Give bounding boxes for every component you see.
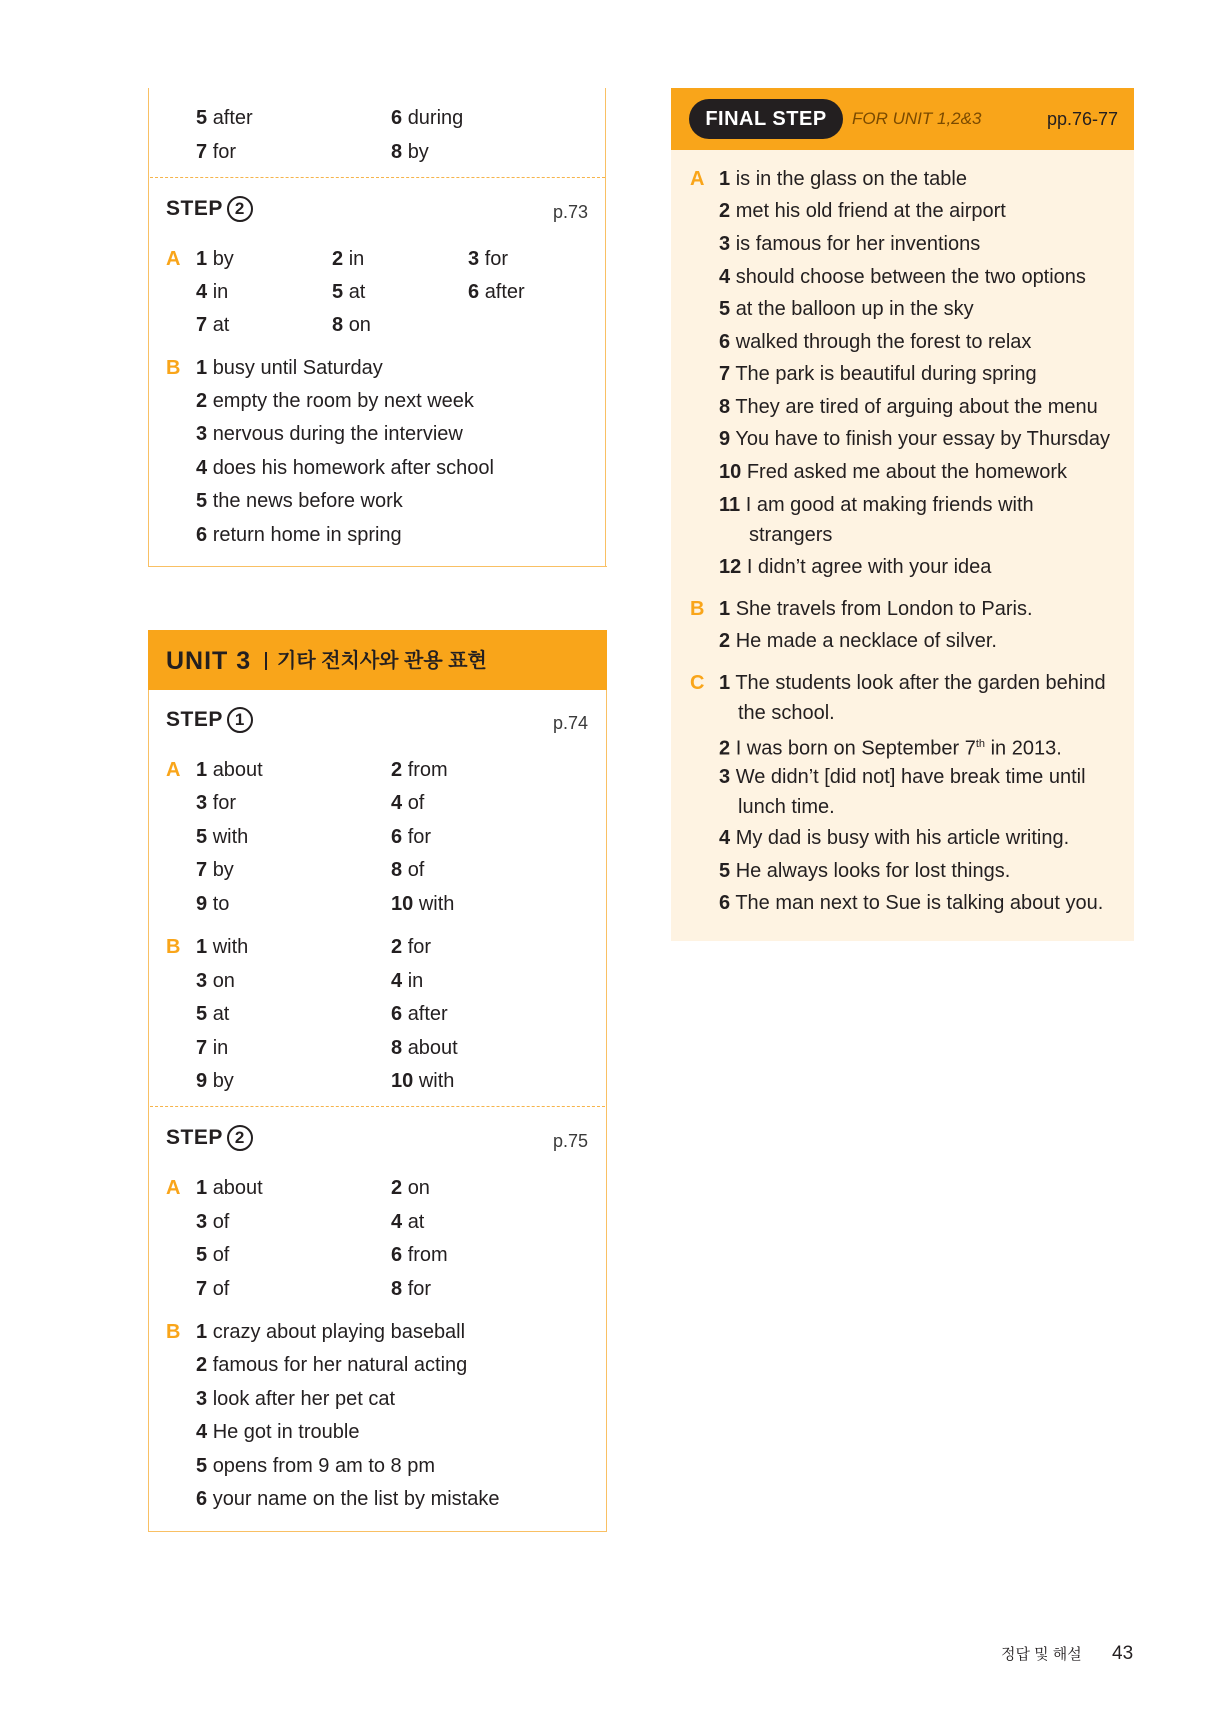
answer-item: 6 from <box>391 1244 448 1266</box>
answer-item: 6 return home in spring <box>196 524 402 546</box>
answer-item: 7 for <box>196 141 237 163</box>
answer-item-continuation: the school. <box>738 702 835 724</box>
answer-item: 4 should choose between the two options <box>719 266 1086 288</box>
answer-item: 1 The students look after the garden behind <box>719 672 1106 694</box>
answer-item: 9 to <box>196 893 230 915</box>
answer-item: 4 in <box>196 281 229 303</box>
section-letter-a: A <box>166 248 181 270</box>
answer-item: 10 with <box>391 893 455 915</box>
answer-item: 5 He always looks for lost things. <box>719 860 1011 882</box>
final-step-for-unit: FOR UNIT 1,2&3 <box>852 109 982 128</box>
top-box-left-border <box>148 88 149 566</box>
page-number: 43 <box>1112 1643 1134 1664</box>
answer-item: 6 your name on the list by mistake <box>196 1488 500 1510</box>
answer-item: 7 The park is beautiful during spring <box>719 363 1037 385</box>
answer-item: 2 from <box>391 759 448 781</box>
answer-item: 4 He got in trouble <box>196 1421 360 1443</box>
page-reference: p.74 <box>553 713 589 733</box>
answer-item: 1 busy until Saturday <box>196 357 383 379</box>
answer-item: 5 opens from 9 am to 8 pm <box>196 1455 436 1477</box>
answer-item: 2 He made a necklace of silver. <box>719 630 997 652</box>
section-divider <box>150 1106 605 1107</box>
answer-item: 8 They are tired of arguing about the menu <box>719 396 1098 418</box>
answer-item: 3 of <box>196 1211 230 1233</box>
answer-item: 8 by <box>391 141 429 163</box>
answer-item: 5 at <box>332 281 366 303</box>
answer-item: 2 famous for her natural acting <box>196 1354 468 1376</box>
answer-item: 10 with <box>391 1070 455 1092</box>
answer-item: 2 in <box>332 248 365 270</box>
section-letter-b: B <box>166 1321 181 1343</box>
answer-item: 2 empty the room by next week <box>196 390 474 412</box>
answer-item: 1 by <box>196 248 234 270</box>
page-reference: p.73 <box>553 202 589 222</box>
answer-item: 2 for <box>391 936 432 958</box>
page-reference: pp.76-77 <box>1047 109 1119 129</box>
answer-item: 11 I am good at making friends with <box>719 494 1034 516</box>
header-separator <box>265 652 267 670</box>
answer-item: 5 the news before work <box>196 490 403 512</box>
answer-item: 10 Fred asked me about the homework <box>719 461 1067 483</box>
section-divider <box>150 177 605 178</box>
answer-item: 1 with <box>196 936 249 958</box>
page-reference: p.75 <box>553 1131 589 1151</box>
answer-item: 3 look after her pet cat <box>196 1388 396 1410</box>
step-2-heading: STEP 2 <box>166 196 253 222</box>
section-letter-b: B <box>166 936 181 958</box>
section-letter-b: B <box>166 357 181 379</box>
unit3-title: UNIT 3 <box>166 647 252 675</box>
answer-item: 6 after <box>468 281 525 303</box>
answer-item: 6 walked through the forest to relax <box>719 331 1032 353</box>
answer-item: 5 at <box>196 1003 230 1025</box>
answer-item: 7 by <box>196 859 234 881</box>
answer-item: 3 for <box>196 792 237 814</box>
final-step-header <box>671 88 1134 150</box>
step-2-heading: STEP 2 <box>166 1125 253 1151</box>
answer-item: 4 at <box>391 1211 425 1233</box>
answer-item: 12 I didn’t agree with your idea <box>719 556 992 578</box>
answer-item: 2 I was born on September 7th in 2013. <box>719 737 1062 760</box>
answer-item-continuation: lunch time. <box>738 796 835 818</box>
answer-item: 5 of <box>196 1244 230 1266</box>
section-letter-a: A <box>166 759 181 781</box>
answer-item: 1 She travels from London to Paris. <box>719 598 1033 620</box>
top-box-bottom-border <box>148 566 607 567</box>
answer-item: 6 after <box>391 1003 448 1025</box>
answer-item: 1 about <box>196 1177 263 1199</box>
final-step-badge-label: FINAL STEP <box>705 108 827 130</box>
answer-item: 3 is famous for her inventions <box>719 233 981 255</box>
answer-item: 4 in <box>391 970 424 992</box>
answer-item: 7 at <box>196 314 230 336</box>
answer-item: 6 during <box>391 107 464 129</box>
answer-item: 8 on <box>332 314 371 336</box>
answer-item: 7 of <box>196 1278 230 1300</box>
answer-item: 1 about <box>196 759 263 781</box>
answer-item: 5 with <box>196 826 249 848</box>
answer-item: 6 for <box>391 826 432 848</box>
step-1-heading: STEP 1 <box>166 707 253 733</box>
answer-item: 3 on <box>196 970 235 992</box>
answer-item: 9 You have to finish your essay by Thursday <box>719 428 1110 450</box>
section-letter-c: C <box>690 672 705 694</box>
answer-item: 4 does his homework after school <box>196 457 494 479</box>
answer-item: 6 The man next to Sue is talking about you. <box>719 892 1104 914</box>
unit3-subtitle: 기타 전치사와 관용 표현 <box>277 650 487 672</box>
answer-item: 9 by <box>196 1070 234 1092</box>
top-box-right-border <box>605 88 606 566</box>
answer-item: 8 of <box>391 859 425 881</box>
answer-item: 5 after <box>196 107 253 129</box>
answer-item: 5 at the balloon up in the sky <box>719 298 974 320</box>
footer-label: 정답 및 해설 <box>1001 1646 1082 1663</box>
answer-item: 4 My dad is busy with his article writing. <box>719 827 1070 849</box>
section-letter-b: B <box>690 598 705 620</box>
answer-item: 8 for <box>391 1278 432 1300</box>
answer-item: 8 about <box>391 1037 458 1059</box>
answer-item: 2 met his old friend at the airport <box>719 200 1006 222</box>
section-letter-a: A <box>690 168 705 190</box>
answer-item: 7 in <box>196 1037 229 1059</box>
answer-item: 2 on <box>391 1177 430 1199</box>
answer-item: 3 We didn’t [did not] have break time until <box>719 766 1086 788</box>
answer-item: 4 of <box>391 792 425 814</box>
answer-item: 3 for <box>468 248 509 270</box>
answer-item-continuation: strangers <box>749 524 833 546</box>
answer-item: 1 is in the glass on the table <box>719 168 967 190</box>
section-letter-a: A <box>166 1177 181 1199</box>
unit3-header <box>148 630 607 690</box>
answer-item: 1 crazy about playing baseball <box>196 1321 466 1343</box>
answer-item: 3 nervous during the interview <box>196 423 463 445</box>
